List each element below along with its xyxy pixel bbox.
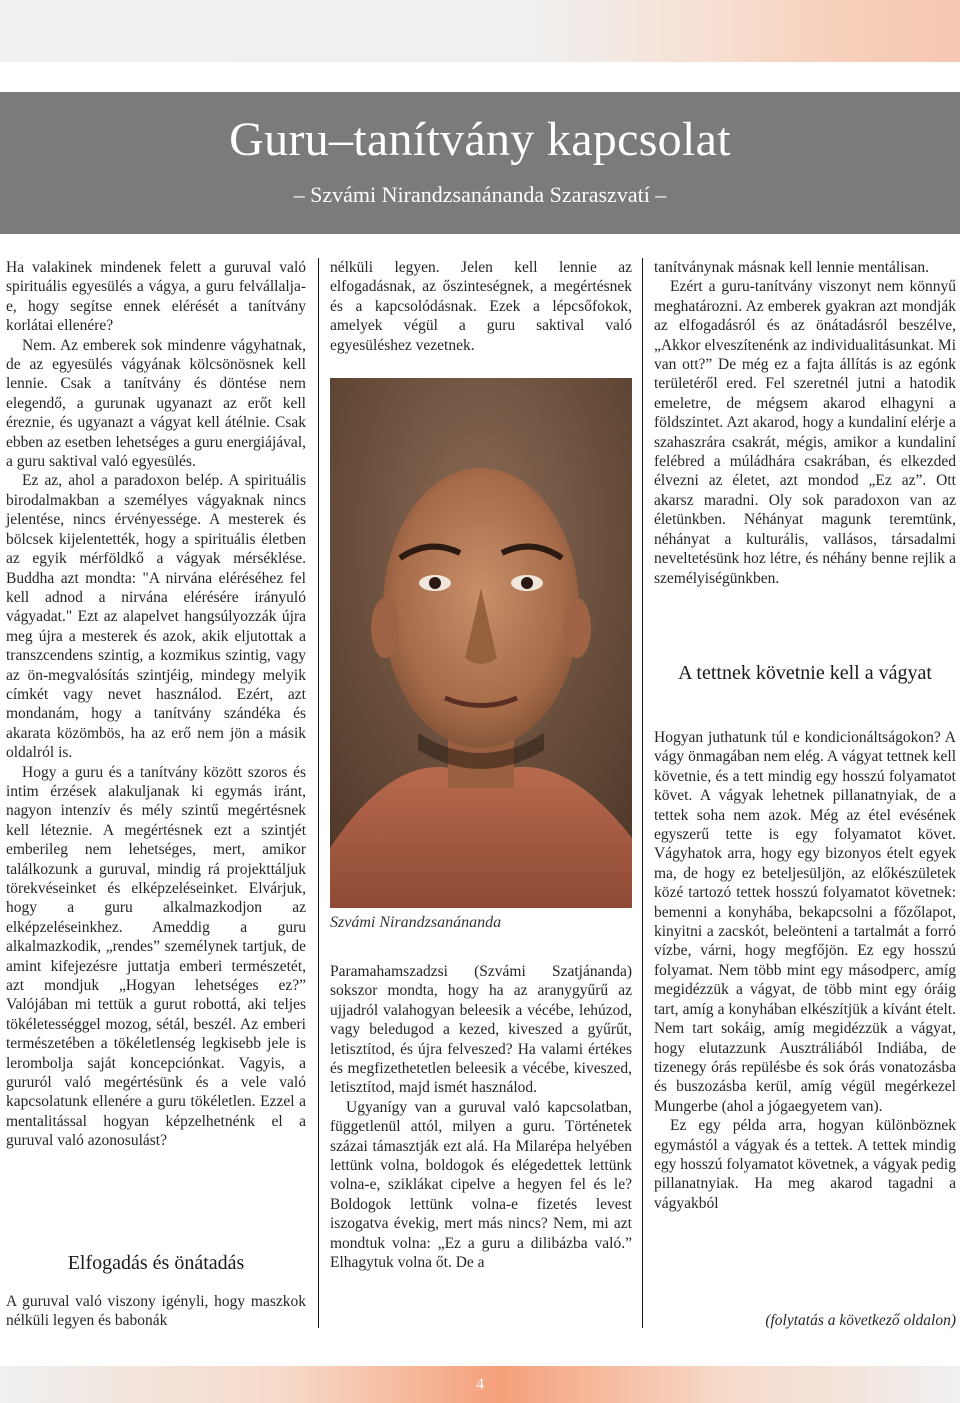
- paragraph: Ugyanígy van a guruval való kapcsolatban, függetlenül attól, milyen a guru. Történetek százai támasztják ezt alá. Ha Milarépa helyében lettünk volna, boldogok és elégedettek lettünk volna-e, sziklákat cipelve a hegyen fel és le? Boldogok lettünk volna-e fizetés levest iszogatva évekig, mert más nincs? Nem, mi azt mondtuk volna: „Ez a guru a dilibázba való.” Elhagytuk volna őt. De a: [330, 1098, 632, 1272]
- paragraph: Ez az, ahol a paradoxon belép. A spirituális birodalmakban a személyes vágyaknak nincs jelentése, nincs érvényessége. A mesterek és bölcsek kijelentették, hogy a spirituális életben az egyik mérföldkő a vágyak mérséklése. Buddha azt mondta: "A nirvána eléréséhez fel kell adnod a nirvána elérésére irányuló vágyadat." Ezt az alapelvet hangsúlyozzák újra meg újra a mesterek és azok, akik eljutottak a transzcendens szintig, a kozmikus szintig, vagy az ön-megvalósítás szintjéig, mindegy melyik címkét vagy nevet használod. Ezért, azt mondanám, hogy a tanítvány szándéka és akarata közömbös, ha az erő nem jön a másik oldalról is.: [6, 472, 306, 762]
- page-number: 4: [476, 1376, 484, 1393]
- column-1: [6, 258, 306, 1151]
- paragraph: Ezért a guru-tanítvány viszonyt nem könnyű meghatározni. Az emberek gyakran azt mondják az elfogadásról és az önátadásról beszélve, „Akkor elveszítenénk az individualitásunkat. Mi van ott?” De még ez a fajta állítás is az egónk területéről ered. Fel szeretnél jutni a hatodik emeletre, de mégsem akarod elhagyni a földszintet. Azt akarod, hogy a kundaliní elérje a szahaszrára csakrát, mégis, amikor a kundaliní felébred a múládhára csakrában, és elkezded élvezni az életet, azt mondod „Ez az”. Ott akarsz maradni. Oly sok paradoxon van az életünkben. Néhányat magunk teremtünk, néhányat a kulturális, vallásos, társadalmi neveltetésünk hoz létre, és néhány benne rejlik a személyiségünkben.: [654, 278, 956, 587]
- portrait-photo: [330, 378, 632, 908]
- paragraph: tanítványnak másnak kell lennie mentálisan.: [654, 259, 930, 276]
- paragraph: Hogy a guru és a tanítvány között szoros és intim érzések alakuljanak ki egymás iránt, nagyon intenzív és mély szintű megértésnek kell léteznie. A megértésnek ezt a szintjét emberileg nem lehetséges, mert, amikor találkozunk a guruval, mindig rá projekttáljuk törekvéseinket és elképzeléseinket. Elvárjuk, hogy a guru alkalmazkodjon az elképzeléseinkhez. Ameddig a guru alkalmazkodik, „rendes” személynek tartjuk, de amint kifejezésre juttatja emberi természetét, azt mondjuk „Hogyan lehetséges ez?” Valójában mi tettük a gurut robottá, aki teljes tökéletességgel mozog, sétál, beszél. Az emberi természetében a tökéletlenség legkisebb jele is lerombolja saját koncepciónkat. Vagyis, a gururól való megértésünk és a vele való kapcsolatunk ellenére a guru tökéletlen. Ezzel a mentalitással hogyan képzelhetnénk el a guruval való azonosulást?: [6, 763, 306, 1150]
- section-heading-action: A tettnek követnie kell a vágyat: [678, 662, 932, 684]
- portrait-illustration: [330, 378, 632, 908]
- continued-note: (folytatás a következő oldalon): [765, 1312, 956, 1329]
- section-heading-acceptance: Elfogadás és önátadás: [67, 1252, 245, 1274]
- paragraph: Ha valakinek mindenek felett a guruval való spirituális egyesülés a vágya, a guru felvállalja-e, hogy segítse ennek elérését a tanítvány korlátai ellenére?: [6, 259, 306, 335]
- top-decorative-band: [0, 0, 960, 62]
- photo-caption: Szvámi Nirandzsanánanda: [330, 914, 502, 931]
- column-2-lower: [330, 962, 632, 1273]
- column-divider: [642, 258, 643, 1328]
- article-author: – Szvámi Nirandzsanánanda Szaraszvatí –: [293, 182, 667, 207]
- column-3-lower: [654, 728, 956, 1213]
- paragraph: Paramahamszadzsi (Szvámi Szatjánanda) sokszor mondta, hogy ha az aranygyűrű az ujjadról valahogyan beleesik a vécébe, lehúzod, vagy beledugod a kezed, kiveszed a gyűrűt, letisztítod, és újra felveszed? Ha valami értékes és megfizethetetlen beleesik a vécébe, kiveszed, letisztítod, majd ismét használod.: [330, 963, 632, 1097]
- paragraph: Ez egy példa arra, hogyan különböznek egymástól a vágyak és a tettek. A tettek mindig egy hosszú folyamatot követnek, a vágyak pedig pillanatnyiak. Ha meg akarod tagadni a vágyakból: [654, 1117, 956, 1212]
- paragraph: nélküli legyen. Jelen kell lennie az elfogadásnak, az őszinteségnek, a megértésnek és a kapcsolódásnak. Ezek a lépcsőfokok, amelyek végül a guru saktival való egyesüléshez vezetnek.: [330, 259, 632, 354]
- article-title: Guru–tanítvány kapcsolat: [229, 113, 731, 166]
- paragraph: Hogyan juthatunk túl e kondicionáltságokon? A vágy önmagában nem elég. A vágyat tettnek kell követnie, és a tett mindig egy hosszú folyamatot követ. A vágyak lehetnek pillanatnyiak, de a tettek soha nem azok. Még az étel evésének egyszerű tette is egy folyamatot követ. Vágyhatok arra, hogy egy bizonyos ételt egyek ma, de hogy ez beteljesüljön, az előkészületek közé tartozó tettek hosszú folyamatot követnek: bemenni a konyhába, bekapcsolni a főzőlapot, kinyitni a zacskót, beleönteni a tartalmát a forró vízbe, várni, hogy megfőjön. Ez egy hosszú folyamat. Nem több mint egy másodperc, amíg megidézzük a vágyat, de több mint egy óráig tart, amíg a konyhában elkészítjük a kívánt ételt. Nem tart sokáig, amíg megidézzük a vágyat, hogy elutazzunk Ausztráliából Indiába, de tizenegy órás repülésbe és sok órás vonatozásba és buszozásba kerül, amíg végül megérkezel Mungerbe (ahol a jógaegyetem van).: [654, 729, 956, 1115]
- paragraph: A guruval való viszony igényli, hogy maszkok nélküli legyen és babonák: [6, 1293, 306, 1330]
- column-divider: [318, 258, 319, 1328]
- column-3: [654, 258, 956, 588]
- column-2: [330, 258, 632, 355]
- paragraph: Nem. Az emberek sok mindenre vágyhatnak, de az egyesülés vágyának kölcsönösnek kell lennie. Csak a tanítvány és döntése nem elegendő, a gurunak ugyanazt az erőt kell éreznie, és ugyanazt a vágyat kell átélnie. Csak ebben az esetben lehetséges a guru energiájával, a guru saktival való egyesülés.: [6, 336, 306, 471]
